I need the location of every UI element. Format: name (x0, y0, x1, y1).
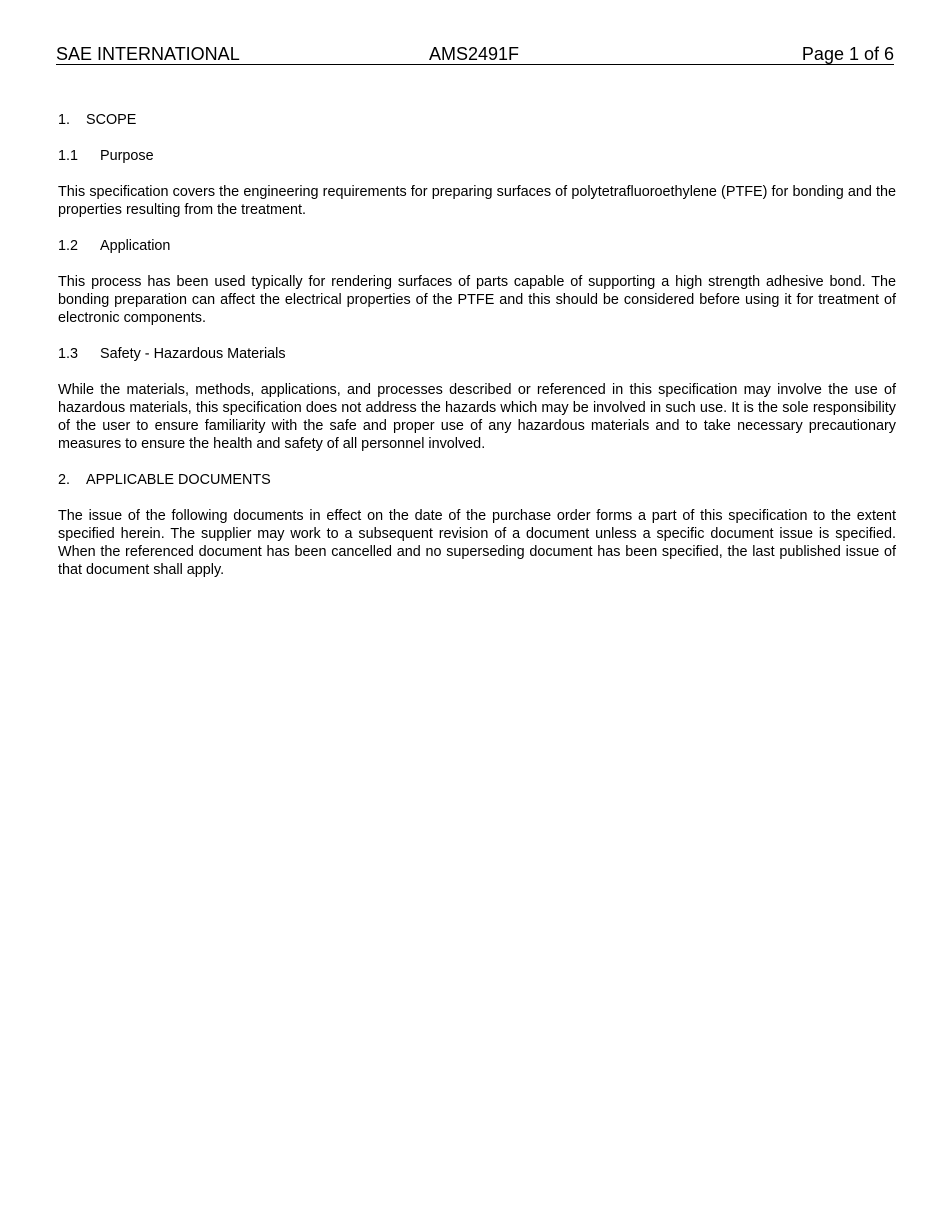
section-heading-safety (58, 345, 896, 363)
header-organization: SAE INTERNATIONAL (56, 44, 240, 64)
section-number: 2. (58, 472, 71, 488)
section-number: 1.1 (58, 148, 79, 164)
paragraph-applicable-documents: The issue of the following documents in effect on the date of the purchase order forms a part of this specification to the extent specified herein. The supplier may work to a subsequent revision of a document unless a specific document issue is specified. When the referenced document has been cancelled and no superseding document has been specified, the last published issue of that document shall apply. (58, 508, 896, 578)
section-title: APPLICABLE DOCUMENTS (86, 472, 271, 488)
section-title: Application (100, 238, 171, 254)
page-header (56, 44, 894, 65)
paragraph-safety: While the materials, methods, applications, and processes described or referenced in this specification may involve the use of hazardous materials, this specification does not address the hazards which may be involved in such use. It is the sole responsibility of the user to ensure familiarity with the safe and proper use of any hazardous materials and to take necessary precautionary measures to ensure the health and safety of all personnel involved. (58, 382, 896, 452)
section-title: Purpose (100, 148, 154, 164)
header-page-number: Page 1 of 6 (801, 44, 894, 64)
section-title: Safety - Hazardous Materials (100, 346, 286, 362)
document-body (58, 111, 896, 597)
header-document-id: AMS2491F (429, 44, 520, 64)
paragraph-purpose: This specification covers the engineering requirements for preparing surfaces of polytetrafluoroethylene (PTFE) for bonding and the properties resulting from the treatment. (58, 184, 896, 218)
paragraph-application: This process has been used typically for rendering surfaces of parts capable of supporting a high strength adhesive bond. The bonding preparation can affect the electrical properties of the PTFE and this should be considered before using it for treatment of electronic components. (58, 274, 896, 326)
section-title: SCOPE (86, 112, 137, 128)
section-heading-scope (58, 111, 896, 129)
section-number: 1.2 (58, 238, 79, 254)
section-heading-application (58, 237, 896, 255)
section-number: 1. (58, 112, 71, 128)
section-heading-applicable-documents (58, 471, 896, 489)
section-number: 1.3 (58, 346, 79, 362)
section-heading-purpose (58, 147, 896, 165)
